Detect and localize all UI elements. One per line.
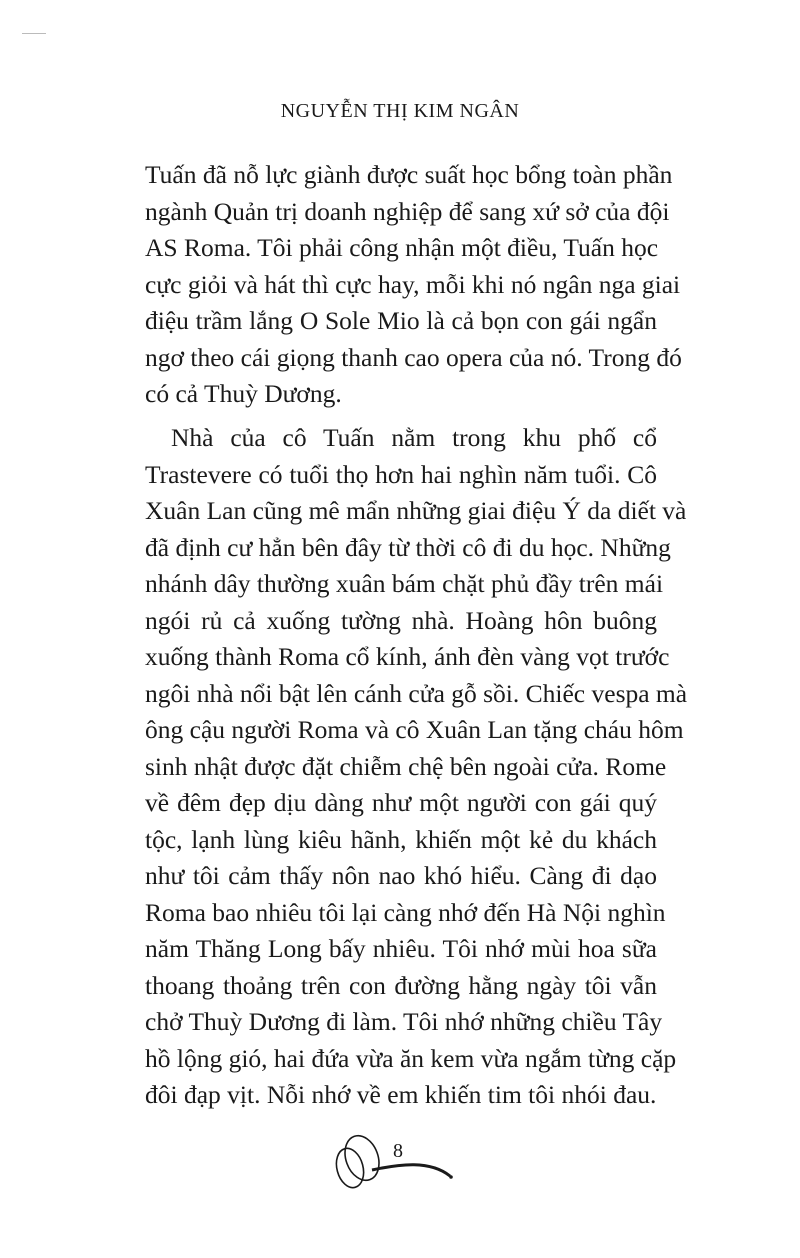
page-number: 8 <box>393 1140 403 1162</box>
paragraph-2 <box>145 420 688 1114</box>
text-line: ngói rủ cả xuống tường nhà. Hoàng hôn buông <box>145 605 657 635</box>
text-line: điệu trầm lắng O Sole Mio là cả bọn con gái ngẩn <box>145 306 657 335</box>
text-line: Tuấn đã nỗ lực giành được suất học bổng toàn phần <box>145 160 673 189</box>
text-line: như tôi cảm thấy nôn nao khó hiểu. Càng đi dạo <box>145 861 657 890</box>
text-line: có cả Thuỳ Dương. <box>145 379 342 408</box>
text-line: ngôi nhà nổi bật lên cánh cửa gỗ sồi. Chiếc vespa mà <box>145 678 688 708</box>
text-line: đã định cư hẳn bên đây từ thời cô đi du học. Những <box>145 532 671 562</box>
text-line: chở Thuỳ Dương đi làm. Tôi nhớ những chiều Tây <box>145 1007 663 1036</box>
text-line: sinh nhật được đặt chiễm chệ bên ngoài cửa. Rome <box>145 751 667 781</box>
text-line: ngơ theo cái giọng thanh cao opera của nó. Trong đó <box>145 342 682 372</box>
running-header: NGUYỄN THỊ KIM NGÂN <box>280 100 520 122</box>
text-line: Xuân Lan cũng mê mẩn những giai điệu Ý da diết và <box>145 496 687 525</box>
text-line: năm Thăng Long bấy nhiêu. Tôi nhớ mùi hoa sữa <box>145 934 657 963</box>
paragraph-1 <box>145 157 682 413</box>
text-line: về đêm đẹp dịu dàng như một người con gái quý <box>145 788 657 817</box>
text-line: xuống thành Roma cổ kính, ánh đèn vàng vọt trước <box>145 642 670 671</box>
text-line: đôi đạp vịt. Nỗi nhớ về em khiến tim tôi nhói đau. <box>145 1080 657 1109</box>
text-line: Trastevere có tuổi thọ hơn hai nghìn năm tuổi. Cô <box>145 459 657 489</box>
flourish-ornament-icon <box>320 1128 460 1198</box>
text-line: ông cậu người Roma và cô Xuân Lan tặng cháu hôm <box>145 715 684 744</box>
text-line: tộc, lạnh lùng kiêu hãnh, khiến một kẻ du khách <box>145 824 657 854</box>
text-line: Roma bao nhiêu tôi lại càng nhớ đến Hà Nội nghìn <box>145 897 666 927</box>
text-line: nhánh dây thường xuân bám chặt phủ đầy trên mái <box>145 569 664 598</box>
text-line: cực giỏi và hát thì cực hay, mỗi khi nó ngân nga giai <box>145 269 681 299</box>
text-line: Nhà của cô Tuấn nằm trong khu phố cổ <box>171 423 657 452</box>
text-line: hồ lộng gió, hai đứa vừa ăn kem vừa ngắm từng cặp <box>145 1043 677 1073</box>
text-line: AS Roma. Tôi phải công nhận một điều, Tuấn học <box>145 233 659 262</box>
scan-mark <box>22 33 46 34</box>
text-line: ngành Quản trị doanh nghiệp để sang xứ sở của đội <box>145 196 670 226</box>
text-line: thoang thoảng trên con đường hằng ngày tôi vẫn <box>145 970 657 1000</box>
